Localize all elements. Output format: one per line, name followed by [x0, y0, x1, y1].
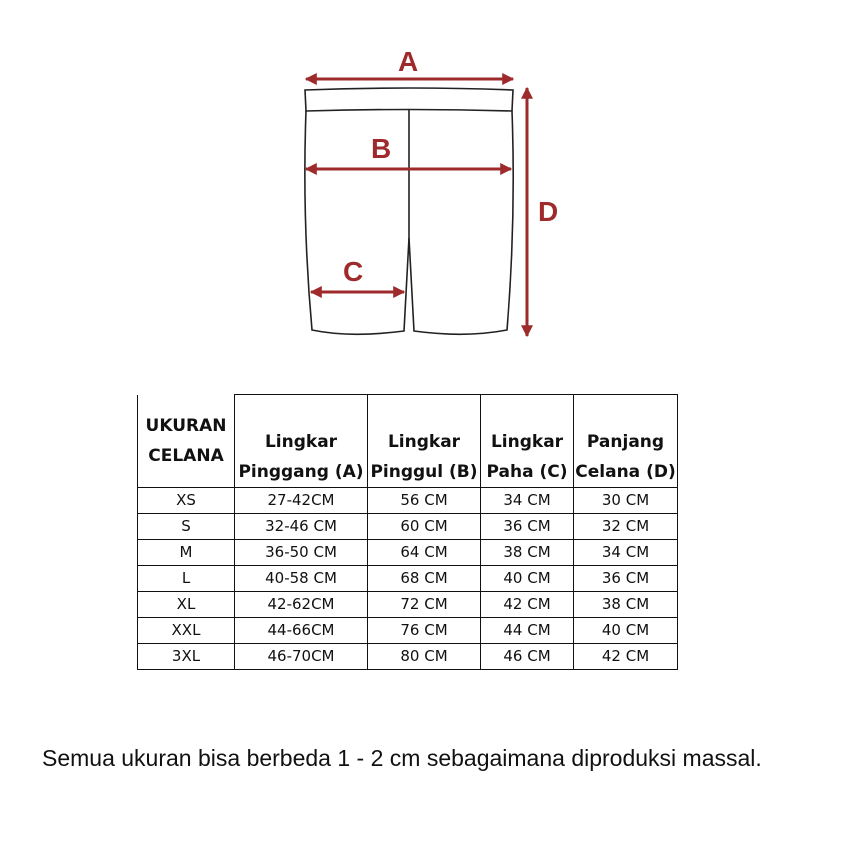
table-cell: 46-70CM [235, 644, 368, 670]
table-cell: 72 CM [368, 592, 481, 618]
header-thigh: Lingkar Paha (C) [481, 395, 574, 488]
table-cell: 60 CM [368, 514, 481, 540]
shorts-diagram [0, 0, 843, 380]
table-cell: 40 CM [574, 618, 678, 644]
table-row [138, 514, 678, 540]
header-size: UKURAN CELANA [138, 395, 235, 488]
table-cell: 64 CM [368, 540, 481, 566]
table-cell: 42 CM [574, 644, 678, 670]
table-cell: 46 CM [481, 644, 574, 670]
label-c: C [343, 256, 364, 287]
table-cell: 36 CM [574, 566, 678, 592]
table-row [138, 644, 678, 670]
table-cell: 68 CM [368, 566, 481, 592]
table-cell: 40-58 CM [235, 566, 368, 592]
table-cell: 36 CM [481, 514, 574, 540]
table-cell: 36-50 CM [235, 540, 368, 566]
table-cell: 32-46 CM [235, 514, 368, 540]
table-cell: XXL [138, 618, 235, 644]
table-cell: 3XL [138, 644, 235, 670]
table-cell: 42-62CM [235, 592, 368, 618]
table-cell: 30 CM [574, 488, 678, 514]
table-row [138, 488, 678, 514]
table-row [138, 566, 678, 592]
header-length: Panjang Celana (D) [574, 395, 678, 488]
table-cell: 44 CM [481, 618, 574, 644]
table-cell: 56 CM [368, 488, 481, 514]
table-cell: L [138, 566, 235, 592]
shorts-outline [305, 88, 513, 334]
size-note: Semua ukuran bisa berbeda 1 - 2 cm sebagaimana diproduksi massal. [42, 745, 762, 771]
table-row [138, 540, 678, 566]
table-cell: 38 CM [481, 540, 574, 566]
table-cell: 80 CM [368, 644, 481, 670]
table-row [138, 592, 678, 618]
table-cell: M [138, 540, 235, 566]
table-cell: 32 CM [574, 514, 678, 540]
table-cell: 76 CM [368, 618, 481, 644]
label-b: B [371, 133, 392, 164]
header-hip: Lingkar Pinggul (B) [368, 395, 481, 488]
table-cell: 42 CM [481, 592, 574, 618]
table-cell: 40 CM [481, 566, 574, 592]
table-cell: 34 CM [481, 488, 574, 514]
label-d: D [538, 196, 559, 227]
table-cell: 27-42CM [235, 488, 368, 514]
table-cell: XS [138, 488, 235, 514]
table-cell: 44-66CM [235, 618, 368, 644]
header-waist: Lingkar Pinggang (A) [235, 395, 368, 488]
table-cell: 34 CM [574, 540, 678, 566]
table-row [138, 618, 678, 644]
table-header-row [138, 395, 678, 488]
measurement-arrows [306, 79, 527, 336]
table-cell: 38 CM [574, 592, 678, 618]
table-cell: XL [138, 592, 235, 618]
table-cell: S [138, 514, 235, 540]
label-a: A [398, 46, 419, 77]
size-table [137, 394, 678, 670]
